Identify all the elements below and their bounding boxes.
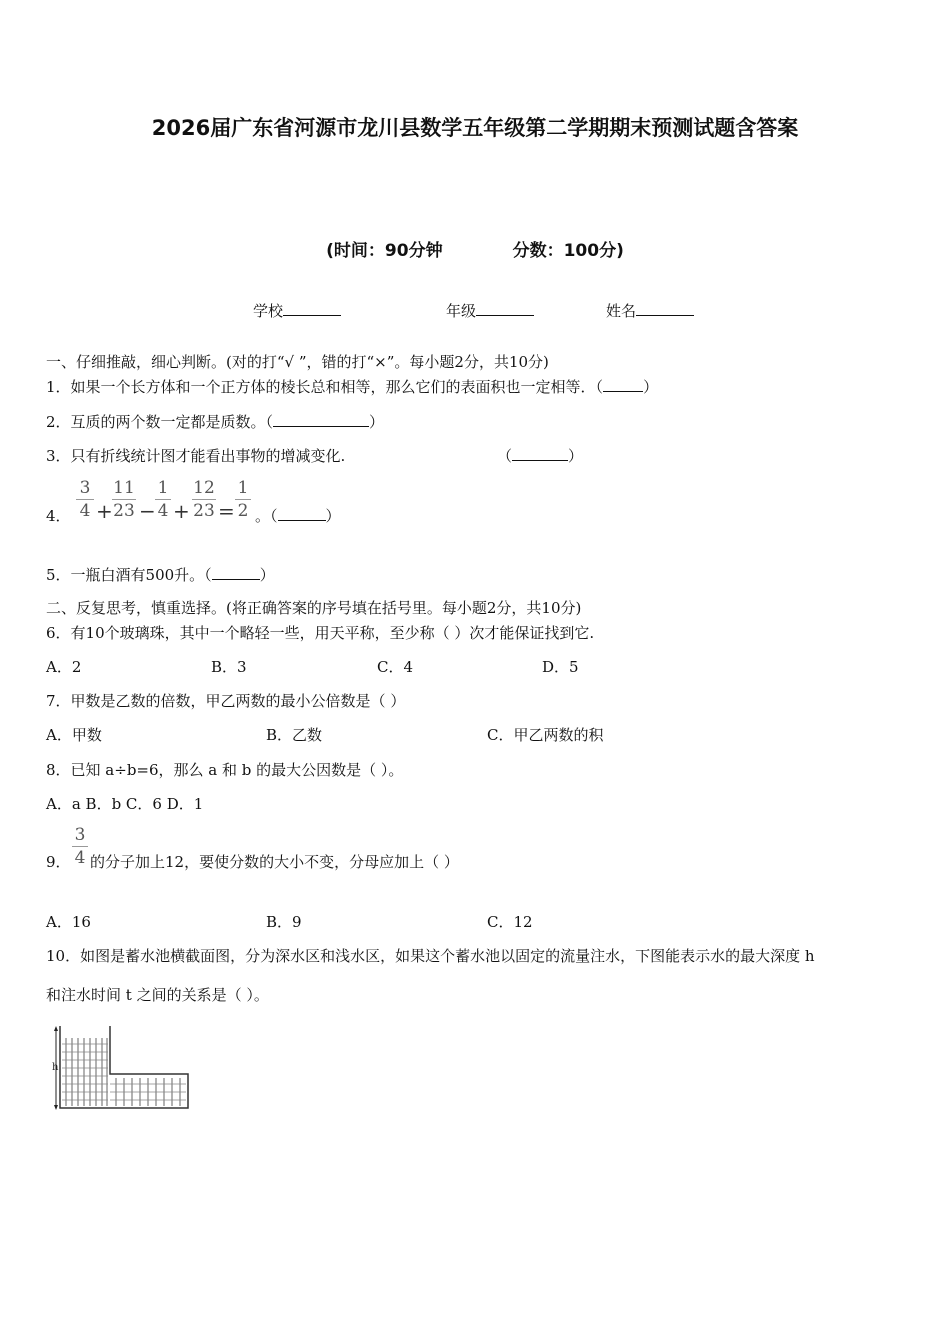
q6-option-d[interactable]: D．5 — [542, 658, 579, 676]
operator-equals: = — [218, 499, 235, 523]
question-5: 5．一瓶白酒有500升。（ ） — [46, 566, 275, 584]
question-4-label: 4． — [46, 507, 71, 525]
answer-blank-1[interactable] — [603, 378, 643, 392]
fraction-2: 11 23 — [113, 478, 135, 521]
question-10-line2: 和注水时间 t 之间的关系是（ ）。 — [46, 986, 269, 1004]
q7-option-b[interactable]: B．乙数 — [266, 726, 323, 744]
question-4-answer: 。（ ） — [255, 507, 341, 525]
fraction-4: 12 23 — [193, 478, 215, 521]
question-3: 3．只有折线统计图才能看出事物的增减变化. — [46, 447, 346, 465]
question-2: 2．互质的两个数一定都是质数。（ ） — [46, 413, 385, 431]
grade-label: 年级 — [446, 302, 477, 320]
question-8: 8．已知 a÷b=6，那么 a 和 b 的最大公因数是（ ）。 — [46, 761, 404, 779]
question-6: 6．有10个玻璃珠，其中一个略轻一些，用天平称，至少称（ ）次才能保证找到它. — [46, 624, 595, 642]
q6-option-b[interactable]: B．3 — [211, 658, 247, 676]
answer-blank-2[interactable] — [273, 413, 369, 427]
section2-heading: 二、反复思考，慎重选择。(将正确答案的序号填在括号里。每小题2分，共10分) — [46, 599, 582, 617]
operator-plus-1: + — [96, 499, 113, 523]
operator-minus: − — [139, 499, 156, 523]
question-9: 的分子加上12，要使分数的大小不变，分母应加上（ ） — [90, 853, 459, 871]
q7-option-a[interactable]: A．甲数 — [46, 726, 102, 744]
grade-field[interactable] — [446, 300, 534, 321]
exam-meta — [0, 236, 950, 261]
fraction-1: 3 4 — [76, 477, 94, 522]
q9-fraction: 3 4 — [72, 824, 88, 869]
q6-option-c[interactable]: C．4 — [377, 658, 414, 676]
answer-blank-5[interactable] — [212, 566, 260, 580]
fraction-3: 1 4 — [155, 477, 171, 522]
score-info: 分数：100分) — [512, 241, 624, 261]
fraction-5: 1 2 — [235, 477, 251, 522]
q9-option-c[interactable]: C．12 — [487, 913, 533, 931]
answer-blank-3[interactable] — [512, 447, 568, 461]
name-label: 姓名 — [606, 302, 637, 320]
school-field[interactable] — [253, 300, 341, 321]
q9-option-b[interactable]: B．9 — [266, 913, 302, 931]
operator-plus-2: + — [173, 499, 190, 523]
section1-heading: 一、仔细推敲，细心判断。(对的打“√ ”，错的打“×”。每小题2分，共10分) — [46, 353, 549, 371]
question-10-line1: 10．如图是蓄水池横截面图，分为深水区和浅水区，如果这个蓄水池以固定的流量注水，下图能表示水的最大深度 h — [46, 947, 815, 965]
question-7: 7．甲数是乙数的倍数，甲乙两数的最小公倍数是（ ） — [46, 692, 406, 710]
reservoir-diagram — [52, 1024, 192, 1114]
school-label: 学校 — [253, 302, 284, 320]
depth-label: h — [52, 1062, 59, 1073]
q8-options[interactable]: A．a B．b C．6 D．1 — [46, 795, 204, 813]
answer-blank-4[interactable] — [278, 507, 326, 521]
page-title: 2026届广东省河源市龙川县数学五年级第二学期期末预测试题含答案 — [151, 116, 799, 140]
name-field[interactable] — [606, 300, 694, 321]
q9-option-a[interactable]: A．16 — [46, 913, 91, 931]
question-3-answer: （ ） — [497, 447, 584, 465]
question-1: 1．如果一个长方体和一个正方体的棱长总和相等，那么它们的表面积也一定相等．（ ） — [46, 378, 659, 396]
q6-option-a[interactable]: A．2 — [46, 658, 82, 676]
q7-option-c[interactable]: C．甲乙两数的积 — [487, 726, 604, 744]
question-9-label: 9． — [46, 853, 71, 871]
time-info: (时间：90分钟 — [326, 241, 443, 261]
